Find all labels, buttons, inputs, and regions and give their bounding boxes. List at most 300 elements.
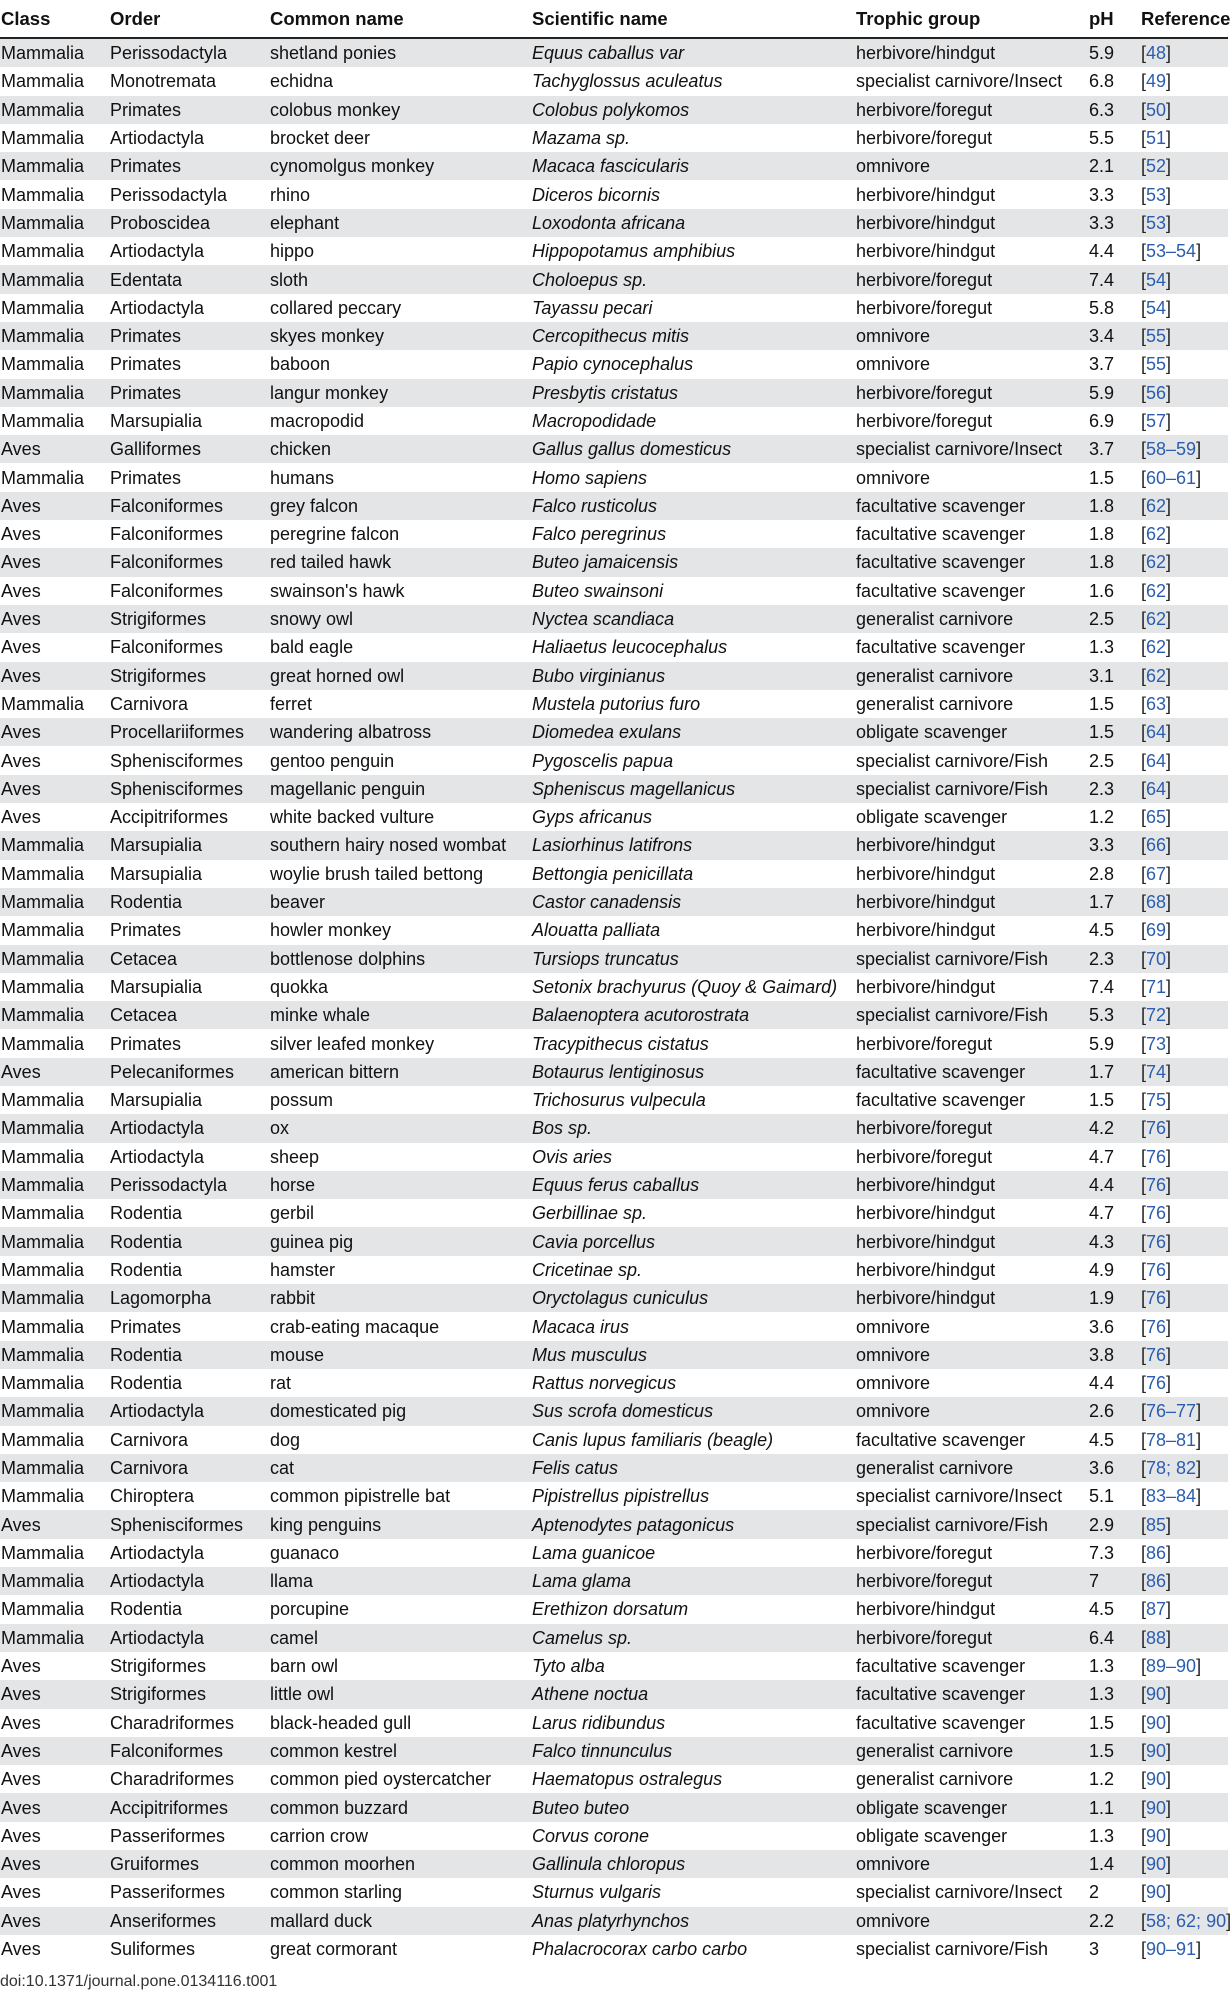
cell-ph: 1.8 xyxy=(1088,520,1140,548)
reference-link[interactable]: 70 xyxy=(1146,948,1167,969)
reference-link[interactable]: 62 xyxy=(1146,580,1167,601)
cell-scientific-name: Macaca irus xyxy=(531,1312,856,1340)
cell-scientific-name: Equus ferus caballus xyxy=(531,1171,856,1199)
cell-common-name: peregrine falcon xyxy=(269,520,531,548)
cell-class: Mammalia xyxy=(0,888,109,916)
table-row xyxy=(0,973,1228,1001)
reference-link[interactable]: 71 xyxy=(1146,976,1167,997)
cell-common-name: american bittern xyxy=(269,1058,531,1086)
reference-link[interactable]: 66 xyxy=(1146,835,1167,856)
reference-link[interactable]: 88 xyxy=(1146,1627,1167,1648)
reference-link[interactable]: 76 xyxy=(1146,1316,1167,1337)
cell-class: Aves xyxy=(0,746,109,774)
header-class: Class xyxy=(0,0,109,38)
reference-link[interactable]: 90–91 xyxy=(1146,1939,1197,1960)
cell-order: Perissodactyla xyxy=(109,1171,269,1199)
reference-link[interactable]: 90 xyxy=(1146,1740,1167,1761)
cell-ph: 5.8 xyxy=(1088,294,1140,322)
cell-trophic-group: omnivore xyxy=(856,1397,1088,1425)
cell-scientific-name: Lasiorhinus latifrons xyxy=(531,831,856,859)
cell-reference: [62] xyxy=(1140,520,1228,548)
cell-trophic-group: specialist carnivore/Fish xyxy=(856,945,1088,973)
reference-link[interactable]: 90 xyxy=(1146,1684,1167,1705)
reference-link[interactable]: 90 xyxy=(1146,1825,1167,1846)
cell-order: Accipitriformes xyxy=(109,803,269,831)
cell-common-name: gerbil xyxy=(269,1199,531,1227)
reference-link[interactable]: 76 xyxy=(1146,1288,1167,1309)
cell-common-name: dog xyxy=(269,1426,531,1454)
cell-trophic-group: omnivore xyxy=(856,1312,1088,1340)
cell-scientific-name: Haematopus ostralegus xyxy=(531,1765,856,1793)
table-row xyxy=(0,1878,1228,1906)
cell-reference: [76–77] xyxy=(1140,1397,1228,1425)
cell-ph: 3.1 xyxy=(1088,662,1140,690)
reference-link[interactable]: 48 xyxy=(1146,43,1167,64)
cell-common-name: carrion crow xyxy=(269,1822,531,1850)
header-reference: Reference xyxy=(1140,0,1228,38)
cell-ph: 1.2 xyxy=(1088,1765,1140,1793)
cell-reference: [90] xyxy=(1140,1793,1228,1821)
cell-ph: 3 xyxy=(1088,1935,1140,1963)
table-row xyxy=(0,435,1228,463)
cell-reference: [62] xyxy=(1140,492,1228,520)
reference-link[interactable]: 62 xyxy=(1146,552,1167,573)
cell-order: Chiroptera xyxy=(109,1482,269,1510)
reference-link[interactable]: 85 xyxy=(1146,1514,1167,1535)
cell-order: Rodentia xyxy=(109,1227,269,1255)
reference-link[interactable]: 62 xyxy=(1146,524,1167,545)
reference-link[interactable]: 90 xyxy=(1146,1854,1167,1875)
reference-link[interactable]: 72 xyxy=(1146,1005,1167,1026)
cell-common-name: possum xyxy=(269,1086,531,1114)
cell-reference: [58; 62; 90] xyxy=(1140,1907,1228,1935)
cell-ph: 4.7 xyxy=(1088,1143,1140,1171)
reference-link[interactable]: 64 xyxy=(1146,778,1167,799)
cell-scientific-name: Loxodonta africana xyxy=(531,209,856,237)
reference-link[interactable]: 65 xyxy=(1146,807,1167,828)
cell-common-name: rhino xyxy=(269,180,531,208)
table-row xyxy=(0,1624,1228,1652)
cell-common-name: camel xyxy=(269,1624,531,1652)
cell-ph: 1.5 xyxy=(1088,718,1140,746)
cell-trophic-group: herbivore/foregut xyxy=(856,294,1088,322)
cell-class: Mammalia xyxy=(0,265,109,293)
reference-link[interactable]: 58; 62; 90 xyxy=(1146,1910,1227,1931)
reference-link[interactable]: 76–77 xyxy=(1146,1401,1197,1422)
cell-class: Mammalia xyxy=(0,1624,109,1652)
cell-order: Primates xyxy=(109,152,269,180)
reference-link[interactable]: 68 xyxy=(1146,892,1167,913)
cell-ph: 7.4 xyxy=(1088,265,1140,293)
cell-trophic-group: herbivore/foregut xyxy=(856,379,1088,407)
cell-reference: [65] xyxy=(1140,803,1228,831)
reference-link[interactable]: 55 xyxy=(1146,354,1167,375)
reference-link[interactable]: 52 xyxy=(1146,156,1167,177)
cell-ph: 1.7 xyxy=(1088,1058,1140,1086)
table-row xyxy=(0,1312,1228,1340)
cell-order: Rodentia xyxy=(109,1199,269,1227)
table-row xyxy=(0,746,1228,774)
cell-common-name: great horned owl xyxy=(269,662,531,690)
cell-trophic-group: omnivore xyxy=(856,322,1088,350)
cell-trophic-group: facultative scavenger xyxy=(856,492,1088,520)
cell-order: Sphenisciformes xyxy=(109,1510,269,1538)
cell-reference: [73] xyxy=(1140,1029,1228,1057)
cell-scientific-name: Nyctea scandiaca xyxy=(531,605,856,633)
reference-link[interactable]: 90 xyxy=(1146,1712,1167,1733)
cell-common-name: porcupine xyxy=(269,1595,531,1623)
cell-trophic-group: omnivore xyxy=(856,1907,1088,1935)
cell-ph: 1.3 xyxy=(1088,1652,1140,1680)
reference-link[interactable]: 51 xyxy=(1146,128,1167,149)
reference-link[interactable]: 69 xyxy=(1146,920,1167,941)
reference-link[interactable]: 76 xyxy=(1146,1373,1167,1394)
reference-link[interactable]: 56 xyxy=(1146,382,1167,403)
table-row xyxy=(0,1397,1228,1425)
cell-scientific-name: Trichosurus vulpecula xyxy=(531,1086,856,1114)
cell-common-name: cat xyxy=(269,1454,531,1482)
cell-reference: [90] xyxy=(1140,1737,1228,1765)
cell-scientific-name: Pygoscelis papua xyxy=(531,746,856,774)
cell-class: Mammalia xyxy=(0,1567,109,1595)
reference-link[interactable]: 62 xyxy=(1146,665,1167,686)
cell-trophic-group: facultative scavenger xyxy=(856,1058,1088,1086)
cell-scientific-name: Erethizon dorsatum xyxy=(531,1595,856,1623)
cell-order: Primates xyxy=(109,96,269,124)
table-row xyxy=(0,1256,1228,1284)
cell-order: Marsupialia xyxy=(109,860,269,888)
cell-class: Aves xyxy=(0,633,109,661)
cell-ph: 5.1 xyxy=(1088,1482,1140,1510)
cell-class: Mammalia xyxy=(0,1341,109,1369)
cell-ph: 3.3 xyxy=(1088,209,1140,237)
reference-link[interactable]: 50 xyxy=(1146,99,1167,120)
table-row xyxy=(0,775,1228,803)
cell-ph: 2.8 xyxy=(1088,860,1140,888)
cell-ph: 5.5 xyxy=(1088,124,1140,152)
cell-trophic-group: facultative scavenger xyxy=(856,577,1088,605)
cell-common-name: bald eagle xyxy=(269,633,531,661)
cell-order: Lagomorpha xyxy=(109,1284,269,1312)
reference-link[interactable]: 76 xyxy=(1146,1259,1167,1280)
cell-trophic-group: herbivore/foregut xyxy=(856,96,1088,124)
cell-reference: [55] xyxy=(1140,350,1228,378)
reference-link[interactable]: 78–81 xyxy=(1146,1429,1197,1450)
cell-common-name: woylie brush tailed bettong xyxy=(269,860,531,888)
cell-reference: [67] xyxy=(1140,860,1228,888)
reference-link[interactable]: 73 xyxy=(1146,1033,1167,1054)
table-row xyxy=(0,605,1228,633)
reference-link[interactable]: 76 xyxy=(1146,1344,1167,1365)
cell-reference: [70] xyxy=(1140,945,1228,973)
cell-order: Passeriformes xyxy=(109,1878,269,1906)
cell-reference: [76] xyxy=(1140,1114,1228,1142)
table-row xyxy=(0,1765,1228,1793)
cell-ph: 1.9 xyxy=(1088,1284,1140,1312)
cell-order: Procellariiformes xyxy=(109,718,269,746)
cell-class: Mammalia xyxy=(0,1199,109,1227)
cell-scientific-name: Bubo virginianus xyxy=(531,662,856,690)
cell-trophic-group: herbivore/hindgut xyxy=(856,209,1088,237)
cell-order: Galliformes xyxy=(109,435,269,463)
reference-link[interactable]: 62 xyxy=(1146,609,1167,630)
cell-reference: [62] xyxy=(1140,662,1228,690)
cell-scientific-name: Phalacrocorax carbo carbo xyxy=(531,1935,856,1963)
cell-class: Aves xyxy=(0,1510,109,1538)
cell-scientific-name: Tracypithecus cistatus xyxy=(531,1029,856,1057)
table-row xyxy=(0,1369,1228,1397)
cell-class: Mammalia xyxy=(0,379,109,407)
cell-order: Perissodactyla xyxy=(109,180,269,208)
table-row xyxy=(0,124,1228,152)
cell-order: Rodentia xyxy=(109,1341,269,1369)
cell-common-name: domesticated pig xyxy=(269,1397,531,1425)
cell-ph: 2.1 xyxy=(1088,152,1140,180)
cell-scientific-name: Tayassu pecari xyxy=(531,294,856,322)
cell-class: Aves xyxy=(0,605,109,633)
reference-link[interactable]: 58–59 xyxy=(1146,439,1197,460)
cell-trophic-group: generalist carnivore xyxy=(856,690,1088,718)
reference-link[interactable]: 67 xyxy=(1146,863,1167,884)
cell-reference: [53] xyxy=(1140,180,1228,208)
cell-order: Artiodactyla xyxy=(109,1114,269,1142)
cell-trophic-group: herbivore/foregut xyxy=(856,124,1088,152)
cell-trophic-group: herbivore/hindgut xyxy=(856,973,1088,1001)
cell-scientific-name: Equus caballus var xyxy=(531,38,856,67)
cell-order: Perissodactyla xyxy=(109,38,269,67)
cell-class: Aves xyxy=(0,435,109,463)
reference-link[interactable]: 54 xyxy=(1146,297,1167,318)
cell-trophic-group: herbivore/foregut xyxy=(856,1029,1088,1057)
table-row xyxy=(0,1284,1228,1312)
cell-trophic-group: generalist carnivore xyxy=(856,605,1088,633)
cell-scientific-name: Corvus corone xyxy=(531,1822,856,1850)
cell-common-name: swainson's hawk xyxy=(269,577,531,605)
table-row xyxy=(0,237,1228,265)
cell-reference: [85] xyxy=(1140,1510,1228,1538)
cell-scientific-name: Buteo jamaicensis xyxy=(531,548,856,576)
cell-scientific-name: Cavia porcellus xyxy=(531,1227,856,1255)
cell-class: Mammalia xyxy=(0,1397,109,1425)
cell-ph: 5.9 xyxy=(1088,379,1140,407)
cell-trophic-group: specialist carnivore/Insect xyxy=(856,1482,1088,1510)
cell-common-name: crab-eating macaque xyxy=(269,1312,531,1340)
reference-link[interactable]: 53 xyxy=(1146,212,1167,233)
reference-link[interactable]: 87 xyxy=(1146,1599,1167,1620)
cell-common-name: bottlenose dolphins xyxy=(269,945,531,973)
table-row xyxy=(0,1341,1228,1369)
cell-reference: [83–84] xyxy=(1140,1482,1228,1510)
cell-trophic-group: specialist carnivore/Fish xyxy=(856,775,1088,803)
cell-common-name: macropodid xyxy=(269,407,531,435)
cell-order: Charadriformes xyxy=(109,1765,269,1793)
cell-class: Aves xyxy=(0,718,109,746)
cell-trophic-group: facultative scavenger xyxy=(856,1680,1088,1708)
cell-common-name: llama xyxy=(269,1567,531,1595)
reference-link[interactable]: 53–54 xyxy=(1146,241,1197,262)
cell-scientific-name: Cercopithecus mitis xyxy=(531,322,856,350)
reference-link[interactable]: 76 xyxy=(1146,1175,1167,1196)
cell-trophic-group: omnivore xyxy=(856,152,1088,180)
cell-trophic-group: herbivore/hindgut xyxy=(856,860,1088,888)
table-row xyxy=(0,860,1228,888)
cell-class: Mammalia xyxy=(0,945,109,973)
reference-link[interactable]: 60–61 xyxy=(1146,467,1197,488)
cell-class: Aves xyxy=(0,803,109,831)
cell-class: Mammalia xyxy=(0,96,109,124)
table-row xyxy=(0,803,1228,831)
cell-class: Aves xyxy=(0,520,109,548)
cell-reference: [90] xyxy=(1140,1765,1228,1793)
reference-link[interactable]: 54 xyxy=(1146,269,1167,290)
table-row xyxy=(0,492,1228,520)
reference-link[interactable]: 90 xyxy=(1146,1882,1167,1903)
cell-trophic-group: herbivore/hindgut xyxy=(856,237,1088,265)
cell-reference: [88] xyxy=(1140,1624,1228,1652)
reference-link[interactable]: 76 xyxy=(1146,1231,1167,1252)
table-row xyxy=(0,294,1228,322)
reference-link[interactable]: 55 xyxy=(1146,326,1167,347)
cell-reference: [90] xyxy=(1140,1822,1228,1850)
cell-reference: [90–91] xyxy=(1140,1935,1228,1963)
cell-trophic-group: facultative scavenger xyxy=(856,520,1088,548)
cell-trophic-group: omnivore xyxy=(856,1369,1088,1397)
reference-link[interactable]: 75 xyxy=(1146,1090,1167,1111)
reference-link[interactable]: 76 xyxy=(1146,1118,1167,1139)
reference-link[interactable]: 49 xyxy=(1146,71,1167,92)
cell-class: Mammalia xyxy=(0,1001,109,1029)
cell-class: Mammalia xyxy=(0,294,109,322)
cell-scientific-name: Mus musculus xyxy=(531,1341,856,1369)
cell-ph: 1.3 xyxy=(1088,1680,1140,1708)
cell-scientific-name: Castor canadensis xyxy=(531,888,856,916)
cell-reference: [76] xyxy=(1140,1256,1228,1284)
cell-common-name: rabbit xyxy=(269,1284,531,1312)
cell-class: Aves xyxy=(0,1935,109,1963)
reference-link[interactable]: 83–84 xyxy=(1146,1486,1197,1507)
cell-order: Artiodactyla xyxy=(109,1397,269,1425)
reference-link[interactable]: 90 xyxy=(1146,1769,1167,1790)
table-row xyxy=(0,152,1228,180)
cell-trophic-group: specialist carnivore/Insect xyxy=(856,1878,1088,1906)
cell-reference: [86] xyxy=(1140,1567,1228,1595)
cell-ph: 3.6 xyxy=(1088,1454,1140,1482)
cell-ph: 2 xyxy=(1088,1878,1140,1906)
cell-order: Primates xyxy=(109,322,269,350)
header-scientific-name: Scientific name xyxy=(531,0,856,38)
cell-reference: [87] xyxy=(1140,1595,1228,1623)
reference-link[interactable]: 63 xyxy=(1146,693,1167,714)
cell-common-name: baboon xyxy=(269,350,531,378)
cell-trophic-group: generalist carnivore xyxy=(856,1454,1088,1482)
cell-class: Aves xyxy=(0,1878,109,1906)
cell-common-name: southern hairy nosed wombat xyxy=(269,831,531,859)
cell-common-name: skyes monkey xyxy=(269,322,531,350)
cell-order: Primates xyxy=(109,379,269,407)
cell-class: Mammalia xyxy=(0,463,109,491)
cell-order: Artiodactyla xyxy=(109,1143,269,1171)
table-row xyxy=(0,1822,1228,1850)
cell-common-name: snowy owl xyxy=(269,605,531,633)
cell-common-name: king penguins xyxy=(269,1510,531,1538)
cell-reference: [63] xyxy=(1140,690,1228,718)
reference-link[interactable]: 64 xyxy=(1146,750,1167,771)
table-row xyxy=(0,520,1228,548)
cell-trophic-group: herbivore/foregut xyxy=(856,265,1088,293)
cell-ph: 2.5 xyxy=(1088,605,1140,633)
cell-class: Mammalia xyxy=(0,124,109,152)
cell-common-name: common pied oystercatcher xyxy=(269,1765,531,1793)
cell-order: Carnivora xyxy=(109,1426,269,1454)
cell-class: Mammalia xyxy=(0,1482,109,1510)
cell-scientific-name: Canis lupus familiaris (beagle) xyxy=(531,1426,856,1454)
reference-link[interactable]: 57 xyxy=(1146,411,1167,431)
reference-link[interactable]: 76 xyxy=(1146,1203,1167,1224)
cell-trophic-group: facultative scavenger xyxy=(856,1086,1088,1114)
table-row xyxy=(0,1850,1228,1878)
reference-link[interactable]: 64 xyxy=(1146,722,1167,743)
cell-common-name: common kestrel xyxy=(269,1737,531,1765)
cell-scientific-name: Mazama sp. xyxy=(531,124,856,152)
cell-scientific-name: Balaenoptera acutorostrata xyxy=(531,1001,856,1029)
cell-scientific-name: Lama guanicoe xyxy=(531,1539,856,1567)
table-row xyxy=(0,633,1228,661)
table-row xyxy=(0,1029,1228,1057)
cell-order: Carnivora xyxy=(109,690,269,718)
cell-scientific-name: Tursiops truncatus xyxy=(531,945,856,973)
cell-ph: 3.8 xyxy=(1088,1341,1140,1369)
reference-link[interactable]: 90 xyxy=(1146,1797,1167,1818)
cell-trophic-group: herbivore/foregut xyxy=(856,1143,1088,1171)
reference-link[interactable]: 86 xyxy=(1146,1542,1167,1563)
cell-ph: 1.3 xyxy=(1088,1822,1140,1850)
reference-link[interactable]: 74 xyxy=(1146,1061,1167,1082)
cell-trophic-group: obligate scavenger xyxy=(856,718,1088,746)
cell-ph: 4.2 xyxy=(1088,1114,1140,1142)
reference-link[interactable]: 86 xyxy=(1146,1571,1167,1592)
cell-order: Rodentia xyxy=(109,1595,269,1623)
cell-scientific-name: Falco peregrinus xyxy=(531,520,856,548)
cell-scientific-name: Ovis aries xyxy=(531,1143,856,1171)
cell-scientific-name: Botaurus lentiginosus xyxy=(531,1058,856,1086)
cell-trophic-group: facultative scavenger xyxy=(856,633,1088,661)
reference-link[interactable]: 76 xyxy=(1146,1146,1167,1167)
cell-ph: 1.3 xyxy=(1088,633,1140,661)
cell-class: Aves xyxy=(0,548,109,576)
cell-common-name: red tailed hawk xyxy=(269,548,531,576)
reference-link[interactable]: 62 xyxy=(1146,637,1167,658)
reference-link[interactable]: 78; 82 xyxy=(1146,1457,1197,1478)
header-row xyxy=(0,0,1228,38)
cell-trophic-group: specialist carnivore/Fish xyxy=(856,746,1088,774)
cell-common-name: howler monkey xyxy=(269,916,531,944)
cell-class: Aves xyxy=(0,1680,109,1708)
reference-link[interactable]: 89–90 xyxy=(1146,1656,1197,1677)
cell-common-name: great cormorant xyxy=(269,1935,531,1963)
cell-class: Mammalia xyxy=(0,152,109,180)
cell-common-name: barn owl xyxy=(269,1652,531,1680)
reference-link[interactable]: 62 xyxy=(1146,495,1167,516)
cell-ph: 2.2 xyxy=(1088,1907,1140,1935)
cell-ph: 7.3 xyxy=(1088,1539,1140,1567)
cell-trophic-group: obligate scavenger xyxy=(856,1822,1088,1850)
table-row xyxy=(0,1567,1228,1595)
cell-reference: [64] xyxy=(1140,718,1228,746)
table-row xyxy=(0,379,1228,407)
cell-ph: 2.5 xyxy=(1088,746,1140,774)
cell-class: Mammalia xyxy=(0,209,109,237)
reference-link[interactable]: 53 xyxy=(1146,184,1167,205)
